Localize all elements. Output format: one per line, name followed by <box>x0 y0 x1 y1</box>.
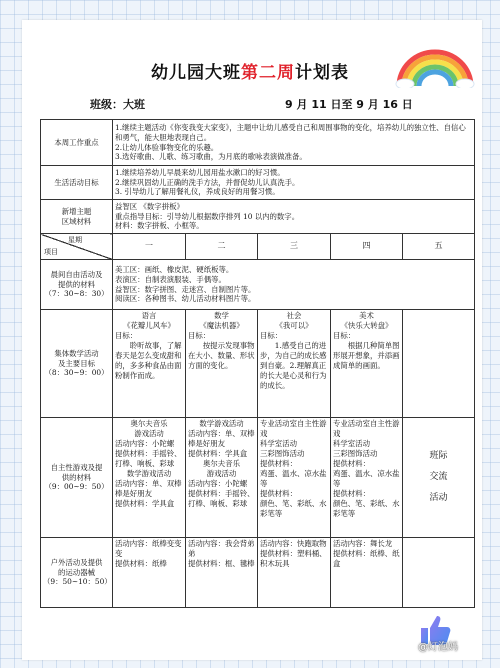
label-line: 提供的材料 <box>58 279 95 289</box>
row-free <box>41 418 475 538</box>
lesson-title: 《快乐大转盘》 <box>340 320 393 330</box>
activity-text: 活动内容：小陀螺 <box>115 438 175 448</box>
subject: 社会 <box>286 311 302 320</box>
goal-label: 目标： <box>188 330 211 340</box>
activity-text: 颜色、笔、彩纸、水彩笔等 <box>333 498 400 518</box>
outdoor-text: 活动内容：舞长龙 <box>333 539 393 548</box>
theme-line: 重点指导目标：引导幼儿根据数序排列 10 以内的数字。 <box>115 211 300 221</box>
weekday-label: 星期 <box>68 236 82 244</box>
title-suffix: 计划表 <box>295 63 349 83</box>
row-group <box>41 310 475 418</box>
morning-line: 益智区：数字拼图、走迷宫、自制图片等。 <box>115 284 256 294</box>
activity-title: 数学游戏活动 <box>199 419 244 428</box>
activity-text: 提供材料：学具盒 <box>115 498 175 508</box>
day-thu: 四 <box>331 234 403 260</box>
focus-content <box>113 120 475 166</box>
row-outdoor <box>41 538 475 608</box>
label-line: 供的材料 <box>61 472 92 482</box>
activity-text: 活动内容：小陀螺 <box>188 478 248 488</box>
activity-title: 游戏活动 <box>134 428 164 438</box>
group-tue <box>186 310 258 418</box>
row-label-group <box>41 310 113 418</box>
row-focus <box>41 120 475 166</box>
activity-title: 奥尔夫音乐 <box>203 458 240 468</box>
row-morning <box>41 260 475 310</box>
label-line: 的运动器械 <box>58 567 95 577</box>
focus-line: 1.继续主题活动《你变我变大家变》，主题中让幼儿感受自己和周围事物的变化，培养幼儿的独立性、自信心和勇气，能大胆地表现自己。 <box>115 122 466 142</box>
activity-text: 提供材料： <box>260 458 297 468</box>
row-label-life: 生活活动目标 <box>41 166 113 200</box>
label-line: 集体数学活动 <box>54 348 99 358</box>
row-label-theme <box>41 200 113 234</box>
activity-title: 奥尔夫音乐 <box>130 419 168 428</box>
goal-label: 目标： <box>333 330 356 340</box>
label-line: 自主性游戏及提 <box>50 462 103 472</box>
activity-title: 交流 <box>429 472 448 483</box>
morning-line: 阅读区：各种图书、幼儿活动材料图片等。 <box>115 294 256 304</box>
outdoor-text: 提供材料：纸棒、纸盒 <box>333 548 400 568</box>
outdoor-text: 活动内容：我会背弟弟 <box>188 539 255 558</box>
goal-text: 按提示发现事物在大小、数量、形状方面的变化。 <box>188 340 255 370</box>
morning-line: 表演区：自制表演服装、手偶等。 <box>115 274 226 284</box>
activity-text: 活动内容：单、双棒棒是好朋友 <box>115 478 182 498</box>
subject: 语言 <box>141 311 157 320</box>
label-line: （8：30~9：00） <box>44 368 109 378</box>
goal-label: 目标： <box>260 330 283 340</box>
day-wed: 三 <box>258 234 331 260</box>
date-range: 9 月 11 日至 9 月 16 日 <box>285 98 413 111</box>
outdoor-thu <box>331 538 403 608</box>
lesson-title: 《花瓣儿风车》 <box>123 320 175 330</box>
watermark-text: @灯泡妈 <box>418 642 458 653</box>
activity-text: 提供材料：学具盒 <box>188 448 248 458</box>
free-wed <box>258 418 331 538</box>
free-mon <box>113 418 186 538</box>
activity-text: 提供材料： <box>333 458 370 468</box>
label-line: （7：30~8：30） <box>44 289 109 299</box>
outdoor-fri <box>403 538 475 608</box>
life-line: 2.继续巩固幼儿正确的洗手方法，并督促幼儿认真洗手。 <box>115 177 300 187</box>
outdoor-wed <box>258 538 331 608</box>
morning-line: 美工区：画纸、橡皮泥、硬纸板等。 <box>115 264 234 274</box>
activity-text: 提供材料：手摇铃、打棒、响板、彩球 <box>115 448 182 468</box>
activity-text: 提供材料： <box>333 488 370 498</box>
label-line: 及主要目标 <box>58 358 95 368</box>
label-line: （9：50~10：50） <box>43 577 112 587</box>
goal-text: 1.感受自己的进步，为自己的成长感到自豪。2.理解真正的长大是心灵和行为的成长。 <box>260 340 327 390</box>
focus-line: 3.选好歌曲、儿歌、练习歌曲，为月底的歌咏表演做准备。 <box>115 152 307 162</box>
label-line: 区域材料 <box>61 216 92 226</box>
outdoor-text: 提供材料：纸棒 <box>115 558 167 568</box>
activity-title: 专业活动室自主性游戏 <box>260 419 327 438</box>
life-line: 1.继续培养幼儿早晨来幼儿园用盐水漱口的好习惯。 <box>115 167 285 177</box>
activity-title: 活动 <box>429 492 448 503</box>
day-mon: 一 <box>113 234 186 260</box>
title-highlight: 第二周 <box>241 63 295 83</box>
header-diagonal-cell <box>41 234 113 260</box>
row-label-focus: 本周工作重点 <box>41 120 113 166</box>
free-fri <box>403 418 475 538</box>
activity-text: 三彩图饰活动 <box>260 448 305 458</box>
activity-text: 鸡蛋、温水、凉水盐等 <box>333 468 400 488</box>
label-line: 晨间自由活动及 <box>50 269 103 279</box>
subject: 美术 <box>359 311 374 320</box>
free-tue <box>186 418 258 538</box>
day-tue: 二 <box>186 234 258 260</box>
activity-text: 科学室活动 <box>333 438 370 448</box>
activity-title: 游戏活动 <box>206 468 237 478</box>
lesson-title: 《我可以》 <box>275 320 313 330</box>
activity-text: 三彩图饰活动 <box>333 448 378 458</box>
goal-text: 聆听故事，了解春天是怎么变成甜和的，多多种食品由面粉制作而成。 <box>115 340 182 380</box>
title-prefix: 幼儿园大班 <box>151 63 241 83</box>
row-label-free <box>41 418 113 538</box>
goal-text: 根据几种简单图形展开想象，并添画成简单的画面。 <box>333 340 400 370</box>
group-thu <box>331 310 403 418</box>
plan-table <box>40 119 475 608</box>
subject: 数学 <box>214 311 229 320</box>
activity-text: 提供材料：手摇铃、打棒、响板、彩球 <box>188 488 255 508</box>
activity-text: 颜色、笔、彩纸、水彩笔等 <box>260 498 327 518</box>
row-label-outdoor <box>41 538 113 608</box>
group-wed <box>258 310 331 418</box>
activity-title: 班际 <box>429 451 448 462</box>
lesson-title: 《魔法机器》 <box>199 320 244 330</box>
item-label: 项目 <box>44 247 58 256</box>
group-mon <box>113 310 186 418</box>
life-line: 3. 引导幼儿了解用餐礼仪，养成良好的用餐习惯。 <box>115 187 280 197</box>
day-fri: 五 <box>403 234 475 260</box>
outdoor-mon <box>113 538 186 608</box>
life-content <box>113 166 475 200</box>
outdoor-text: 活动内容：纸棒变变变 <box>115 539 182 558</box>
outdoor-tue <box>186 538 258 608</box>
activity-title: 数学游戏活动 <box>126 468 172 478</box>
watermark <box>400 610 490 660</box>
outdoor-text: 提供材料：框、毽棒 <box>188 558 255 568</box>
activity-text: 提供材料： <box>260 488 297 498</box>
group-fri <box>403 310 475 418</box>
class-label: 班级：大班 <box>90 98 145 111</box>
row-theme <box>41 200 475 234</box>
goal-label: 目标： <box>115 330 138 340</box>
theme-line: 材料：数字拼板、小框等。 <box>115 221 204 231</box>
free-thu <box>331 418 403 538</box>
label-line: （9：00~9：50） <box>44 482 109 492</box>
page-title <box>0 58 500 83</box>
activity-text: 鸡蛋、温水、凉水盐等 <box>260 468 327 488</box>
theme-line: 益智区 《数字拼板》 <box>115 201 184 211</box>
outdoor-text: 活动内容：快跑取物 <box>260 539 327 548</box>
morning-content <box>113 260 475 310</box>
row-life <box>41 166 475 200</box>
row-label-morning <box>41 260 113 310</box>
focus-line: 2.让幼儿体验事物变化的乐趣。 <box>115 142 219 152</box>
activity-text: 活动内容：单、双棒棒是好朋友 <box>188 428 255 448</box>
label-line: 户外活动及提供 <box>50 557 103 567</box>
theme-content <box>113 200 475 234</box>
activity-title: 专业活动室自主性游戏 <box>333 419 400 438</box>
row-header <box>41 234 475 260</box>
outdoor-text: 提供材料：塑料桶、积木玩具 <box>260 548 327 568</box>
activity-text: 科学室活动 <box>260 438 297 448</box>
label-line: 新增主题 <box>61 206 92 216</box>
